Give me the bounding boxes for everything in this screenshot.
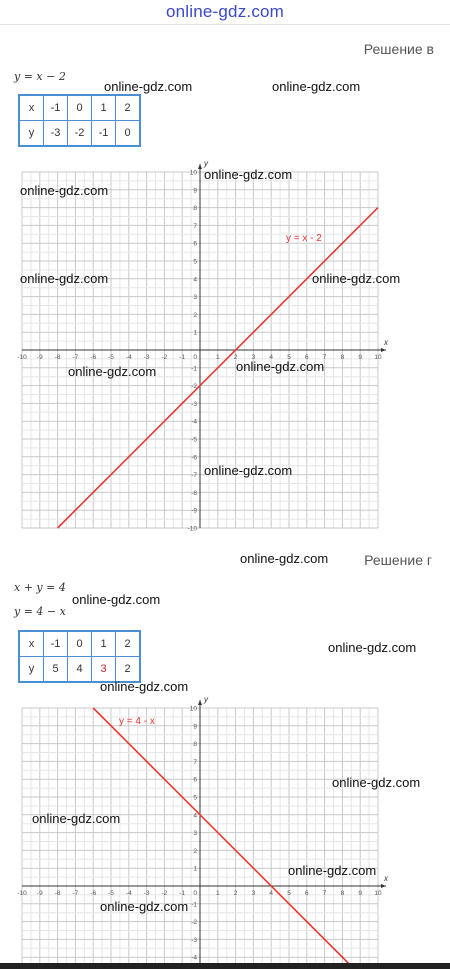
y-tick-label: 5 (193, 794, 197, 802)
y-tick-label: 1 (193, 865, 197, 873)
x-tick-label: 1 (215, 354, 220, 361)
x-tick-label: 7 (322, 354, 327, 361)
x-tick-label: -9 (36, 354, 43, 361)
table-cell: y (19, 121, 44, 147)
x-tick-label: 2 (233, 354, 238, 361)
y-tick-label: 6 (193, 776, 197, 784)
table-cell: 5 (44, 657, 68, 683)
y-tick-label: -4 (191, 418, 197, 426)
y-tick-label: -3 (191, 936, 197, 944)
y-tick-label: -1 (191, 365, 197, 373)
watermark: online-gdz.com (20, 271, 109, 286)
y-tick-label: -4 (191, 954, 197, 962)
x-tick-label: -9 (36, 890, 43, 897)
y-tick-label: 2 (193, 847, 197, 855)
y-tick-label: 5 (193, 258, 197, 266)
x-tick-label: 8 (340, 354, 345, 361)
table-cell: 2 (116, 95, 141, 121)
x-tick-label: -8 (54, 354, 61, 361)
table-cell: 2 (116, 631, 141, 657)
watermark: online-gdz.com (100, 679, 189, 694)
watermark: online-gdz.com (272, 79, 361, 94)
x-tick-label: -10 (17, 354, 27, 361)
table-cell: 2 (116, 657, 141, 683)
table-cell: -1 (44, 95, 68, 121)
x-tick-label: 3 (251, 890, 256, 897)
x-axis-label: x (384, 874, 388, 883)
x-tick-label: -10 (17, 890, 27, 897)
watermark: online-gdz.com (328, 640, 417, 655)
x-axis-label: x (384, 338, 388, 347)
x-tick-label: -3 (143, 354, 150, 361)
x-tick-label: 9 (358, 890, 363, 897)
table-row-y (19, 121, 140, 147)
watermark: online-gdz.com (72, 592, 161, 607)
y-tick-label: -10 (187, 525, 197, 533)
x-tick-label: 9 (358, 354, 363, 361)
y-axis-label: y (204, 695, 208, 704)
table-cell: x (19, 631, 44, 657)
x-tick-label: -4 (125, 890, 132, 897)
y-tick-label: -3 (191, 400, 197, 408)
table-cell: -1 (92, 121, 116, 147)
table-cell: 1 (92, 631, 116, 657)
table-cell: 0 (116, 121, 141, 147)
table-row-x (19, 631, 140, 657)
x-tick-label: 5 (287, 890, 291, 897)
x-tick-label: 5 (287, 354, 291, 361)
y-axis-arrow (198, 700, 202, 705)
x-tick-label: -2 (161, 890, 168, 897)
bottom-bar (0, 963, 450, 969)
y-tick-label: 1 (193, 329, 197, 337)
x-tick-label: -5 (108, 354, 114, 361)
x-tick-label: 1 (215, 890, 220, 897)
section-title-g: Решение г (364, 552, 432, 568)
x-tick-label: 7 (322, 890, 327, 897)
table-cell: x (19, 95, 44, 121)
y-tick-label: 4 (193, 276, 197, 284)
x-tick-label: -8 (54, 890, 61, 897)
x-tick-label: 2 (233, 890, 238, 897)
y-tick-label: 3 (193, 830, 197, 838)
watermark: online-gdz.com (204, 463, 293, 478)
watermark: online-gdz.com (312, 271, 401, 286)
x-tick-label: -7 (72, 890, 79, 897)
watermark: online-gdz.com (236, 359, 325, 374)
y-tick-label: -2 (191, 919, 197, 927)
x-tick-label: 6 (304, 354, 309, 361)
y-tick-label: -1 (191, 901, 197, 909)
y-tick-label: 7 (193, 222, 197, 230)
y-tick-label: -8 (191, 489, 197, 497)
x-tick-label: -3 (143, 890, 150, 897)
watermark: online-gdz.com (332, 775, 421, 790)
y-tick-label: 3 (193, 294, 197, 302)
y-tick-label: -5 (191, 436, 197, 444)
watermark: online-gdz.com (32, 811, 121, 826)
y-tick-label: -6 (191, 454, 197, 462)
x-tick-label: -7 (72, 354, 79, 361)
y-tick-label: -7 (191, 472, 197, 480)
function-label: y = 4 - x (119, 716, 155, 727)
x-tick-label: -2 (161, 354, 168, 361)
x-tick-label: 8 (340, 890, 345, 897)
watermark: online-gdz.com (288, 863, 377, 878)
table-cell: 1 (92, 95, 116, 121)
header-divider (0, 24, 450, 25)
x-tick-label: -6 (90, 890, 97, 897)
y-axis-label: y (204, 159, 208, 168)
x-tick-label: -6 (90, 354, 97, 361)
y-tick-label: 8 (193, 741, 197, 749)
y-tick-label: 9 (193, 723, 197, 731)
watermark: online-gdz.com (204, 167, 293, 182)
table-cell: 4 (68, 657, 92, 683)
x-tick-label: 4 (269, 890, 274, 897)
function-label: y = x - 2 (286, 233, 322, 244)
table-cell: 3 (92, 657, 116, 683)
site-logo[interactable]: online-gdz.com (165, 2, 285, 21)
y-axis-arrow (198, 164, 202, 169)
y-tick-label: 2 (193, 311, 197, 319)
origin-label: 0 (193, 354, 197, 361)
y-tick-label: 7 (193, 758, 197, 766)
table-cell: 0 (68, 95, 92, 121)
x-tick-label: 3 (251, 354, 256, 361)
y-tick-label: 10 (189, 705, 197, 713)
x-tick-label: -5 (108, 890, 114, 897)
x-tick-label: 10 (374, 890, 382, 897)
table-cell: -3 (44, 121, 68, 147)
table-cell: y (19, 657, 44, 683)
y-tick-label: 4 (193, 812, 197, 820)
x-tick-label: 4 (269, 354, 274, 361)
x-tick-label: 10 (374, 354, 382, 361)
watermark: online-gdz.com (240, 551, 329, 566)
y-tick-label: 10 (189, 169, 197, 177)
y-tick-label: 8 (193, 205, 197, 213)
x-axis-arrow (381, 884, 386, 888)
watermark: online-gdz.com (100, 899, 189, 914)
y-tick-label: 6 (193, 240, 197, 248)
watermark: online-gdz.com (20, 183, 109, 198)
watermark: online-gdz.com (104, 79, 193, 94)
coordinate-graph-g (0, 690, 450, 965)
table-cell: 0 (68, 631, 92, 657)
table-cell: -1 (44, 631, 68, 657)
section-title-v: Решение в (363, 41, 434, 57)
equation-g-2: y = 4 − x (14, 605, 66, 618)
origin-label: 0 (193, 890, 197, 897)
y-tick-label: -9 (191, 507, 197, 515)
values-table-v (18, 94, 141, 147)
table-cell: -2 (68, 121, 92, 147)
x-tick-label: -1 (179, 890, 186, 897)
x-axis-arrow (381, 348, 386, 352)
watermark: online-gdz.com (68, 364, 157, 379)
values-table-g (18, 630, 141, 683)
y-tick-label: 9 (193, 187, 197, 195)
coordinate-graph-v (0, 150, 450, 540)
equation-v: y = x − 2 (14, 70, 66, 83)
y-tick-label: -2 (191, 383, 197, 391)
equation-g-1: x + y = 4 (14, 581, 66, 594)
x-tick-label: 6 (304, 890, 309, 897)
table-row-x (19, 95, 140, 121)
x-tick-label: -1 (179, 354, 186, 361)
x-tick-label: -4 (125, 354, 132, 361)
